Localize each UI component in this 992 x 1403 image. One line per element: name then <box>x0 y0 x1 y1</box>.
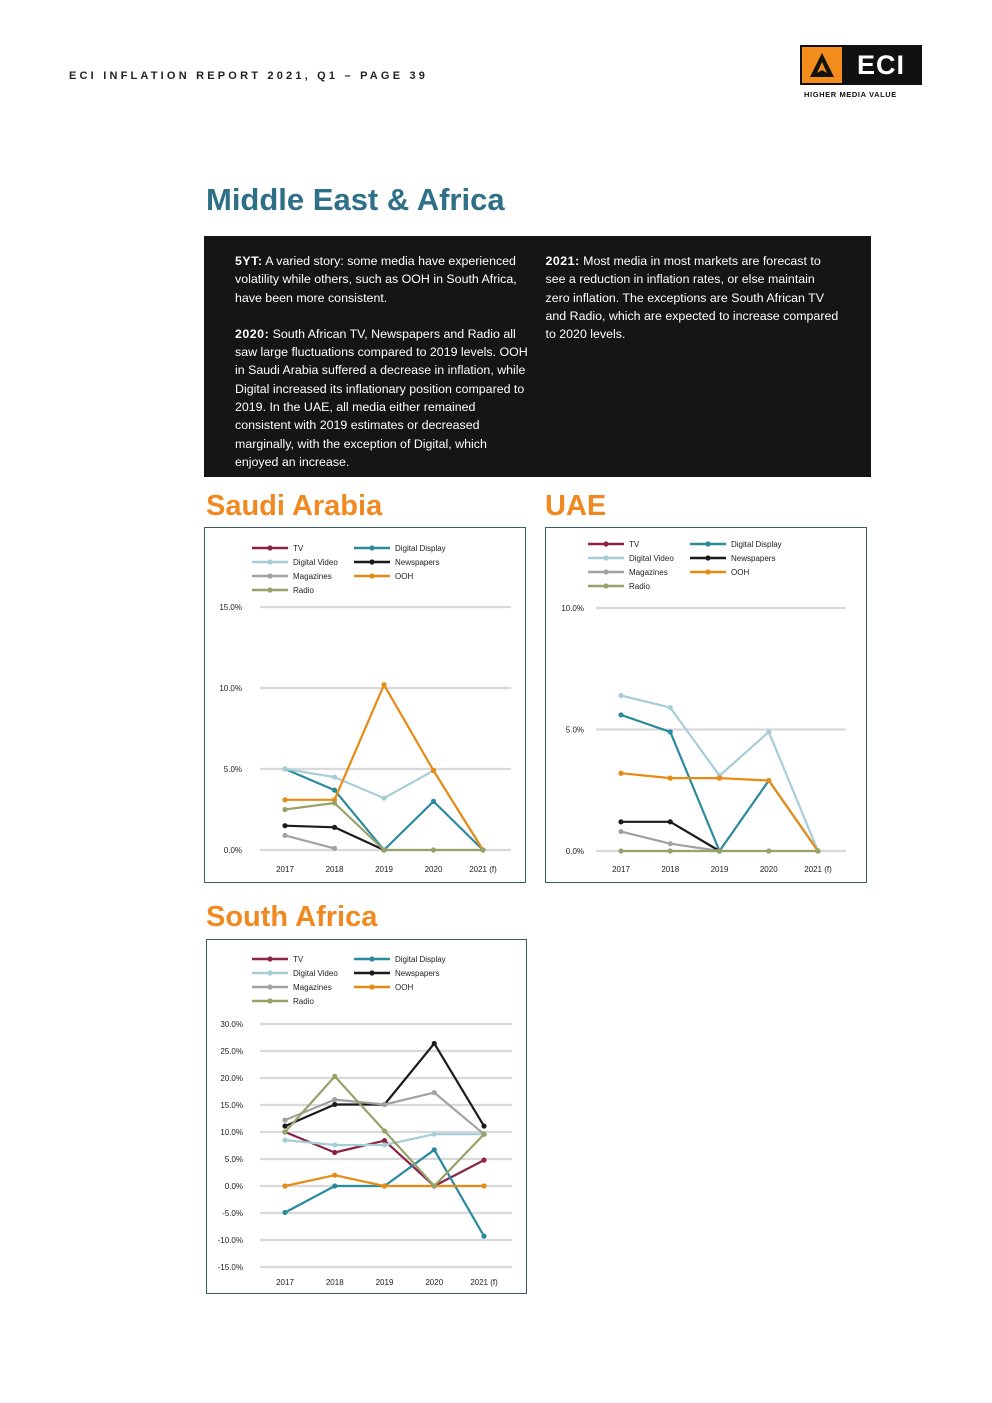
data-point-newspapers <box>332 1102 337 1107</box>
x-tick-label: 2020 <box>424 865 443 874</box>
data-point-digital-video <box>332 775 337 780</box>
data-point-magazines <box>282 833 287 838</box>
data-point-newspapers <box>332 825 337 830</box>
data-point-magazines <box>332 1097 337 1102</box>
series-digital-video <box>282 766 485 852</box>
legend-item-digital-display <box>690 540 782 549</box>
data-point-ooh <box>618 771 623 776</box>
data-point-digital-display <box>431 799 436 804</box>
report-header: ECI INFLATION REPORT 2021, Q1 – PAGE 39 <box>69 70 429 82</box>
legend-marker-digital-video <box>267 970 272 975</box>
summary-column-right <box>546 252 842 477</box>
x-tick-label: 2020 <box>425 1278 444 1287</box>
summary-text-5yt: A varied story: some media have experienced volatility while others, such as OOH in South Africa, have been more consistent. <box>235 254 517 305</box>
section-title-saudi: Saudi Arabia <box>206 490 383 522</box>
data-point-radio <box>481 1132 486 1137</box>
legend-label-magazines: Magazines <box>629 568 668 577</box>
data-point-ooh <box>431 768 436 773</box>
legend-label-ooh: OOH <box>731 568 750 577</box>
x-tick-label: 2017 <box>276 865 294 874</box>
data-point-radio <box>381 847 386 852</box>
data-point-radio <box>668 848 673 853</box>
data-point-newspapers <box>432 1041 437 1046</box>
legend-marker-digital-video <box>267 559 272 564</box>
legend-label-tv: TV <box>293 544 304 553</box>
legend-marker-digital-display <box>705 541 710 546</box>
series-line-digital-display <box>285 1150 484 1236</box>
y-tick-label: 5.0% <box>565 725 584 735</box>
legend-item-magazines <box>252 983 332 992</box>
legend-item-ooh <box>690 568 749 577</box>
y-tick-label: 25.0% <box>220 1047 243 1056</box>
data-point-digital-video <box>766 729 771 734</box>
data-point-radio <box>717 848 722 853</box>
data-point-magazines <box>618 829 623 834</box>
data-point-magazines <box>432 1090 437 1095</box>
legend-label-newspapers: Newspapers <box>395 558 440 567</box>
x-tick-label: 2019 <box>375 1278 394 1287</box>
legend-item-newspapers <box>354 969 439 978</box>
data-point-radio <box>618 848 623 853</box>
series-line-newspapers <box>285 1043 484 1126</box>
series-line-ooh <box>285 685 483 850</box>
chart-south-africa <box>206 939 527 1294</box>
x-tick-label: 2021 (f) <box>804 865 832 874</box>
legend-marker-magazines <box>267 573 272 578</box>
legend-marker-ooh <box>705 569 710 574</box>
summary-text-2020: South African TV, Newspapers and Radio all saw large fluctuations compared to 2019 levels. OOH in Saudi Arabia suffered a decrease in inflation, while Digital increased its inflationary position compared to 2019. In the UAE, all media either remained consistent with 2019 estimates or decreased marginally, with the exception of Digital, which enjoyed an increase. <box>235 326 528 469</box>
legend-marker-newspapers <box>369 970 374 975</box>
data-point-radio <box>432 1183 437 1188</box>
chart-uae <box>545 527 867 883</box>
legend-item-digital-video <box>252 969 338 978</box>
data-point-ooh <box>481 1183 486 1188</box>
x-tick-label: 2018 <box>325 1278 344 1287</box>
section-title-south-africa: South Africa <box>206 901 378 933</box>
chart-saudi-arabia <box>204 527 526 883</box>
data-point-radio <box>480 847 485 852</box>
y-tick-label: -10.0% <box>217 1236 243 1245</box>
chart-saudi-svg <box>205 528 525 882</box>
legend-marker-radio <box>603 583 608 588</box>
legend-marker-digital-video <box>603 555 608 560</box>
y-tick-label: -15.0% <box>217 1263 243 1272</box>
series-magazines <box>282 833 337 851</box>
data-point-radio <box>815 848 820 853</box>
x-tick-label: 2021 (f) <box>469 865 497 874</box>
summary-column-left <box>235 252 531 477</box>
legend-marker-newspapers <box>369 559 374 564</box>
legend-label-digital-video: Digital Video <box>629 554 674 563</box>
legend-item-digital-video <box>252 558 338 567</box>
x-tick-label: 2018 <box>325 865 344 874</box>
legend-label-digital-display: Digital Display <box>395 544 446 553</box>
legend-label-digital-display: Digital Display <box>395 955 446 964</box>
legend-item-digital-display <box>354 544 446 553</box>
data-point-radio <box>282 807 287 812</box>
y-tick-label: 0.0% <box>224 1182 243 1191</box>
legend-label-tv: TV <box>293 955 304 964</box>
data-point-ooh <box>766 778 771 783</box>
x-tick-label: 2019 <box>375 865 393 874</box>
x-tick-label: 2017 <box>612 865 630 874</box>
data-point-digital-video <box>382 1142 387 1147</box>
data-point-ooh <box>381 682 386 687</box>
legend-marker-tv <box>603 541 608 546</box>
legend-marker-tv <box>267 956 272 961</box>
data-point-ooh <box>717 776 722 781</box>
data-point-ooh <box>282 1183 287 1188</box>
legend-item-newspapers <box>690 554 775 563</box>
legend-marker-newspapers <box>705 555 710 560</box>
data-point-digital-video <box>332 1142 337 1147</box>
data-point-digital-display <box>282 1210 287 1215</box>
data-point-digital-video <box>618 693 623 698</box>
chart-south-africa-svg <box>207 940 526 1293</box>
legend-item-radio <box>252 586 314 595</box>
page-title: Middle East & Africa <box>206 182 505 217</box>
y-tick-label: 10.0% <box>219 684 242 693</box>
legend-item-tv <box>252 955 304 964</box>
chart-uae-svg <box>546 528 866 882</box>
legend-marker-radio <box>267 587 272 592</box>
data-point-digital-display <box>332 1183 337 1188</box>
summary-paragraph-2020 <box>235 325 531 471</box>
y-tick-label: 5.0% <box>224 1155 243 1164</box>
legend-item-ooh <box>354 983 413 992</box>
summary-label-5yt: 5YT: <box>235 254 263 268</box>
summary-box <box>204 236 871 477</box>
legend-marker-tv <box>267 545 272 550</box>
data-point-ooh <box>332 1173 337 1178</box>
data-point-digital-display <box>618 712 623 717</box>
legend-marker-ooh <box>369 984 374 989</box>
legend-item-magazines <box>588 568 668 577</box>
data-point-digital-video <box>432 1132 437 1137</box>
y-tick-label: 0.0% <box>223 846 242 855</box>
legend-label-radio: Radio <box>293 997 314 1006</box>
x-tick-label: 2021 (f) <box>470 1278 498 1287</box>
data-point-radio <box>766 848 771 853</box>
series-line-digital-display <box>621 715 818 851</box>
y-tick-label: 10.0% <box>561 604 584 613</box>
data-point-digital-video <box>282 766 287 771</box>
legend-item-ooh <box>354 572 413 581</box>
legend-label-digital-video: Digital Video <box>293 969 338 978</box>
legend-item-tv <box>252 544 304 553</box>
legend-marker-digital-display <box>369 545 374 550</box>
data-point-newspapers <box>282 823 287 828</box>
legend-item-digital-video <box>588 554 674 563</box>
y-tick-label: 30.0% <box>220 1020 243 1029</box>
data-point-ooh <box>382 1183 387 1188</box>
y-tick-label: 15.0% <box>219 603 242 612</box>
legend-label-ooh: OOH <box>395 983 414 992</box>
data-point-radio <box>382 1128 387 1133</box>
x-tick-label: 2020 <box>759 865 778 874</box>
x-tick-label: 2017 <box>276 1278 294 1287</box>
legend-marker-digital-display <box>369 956 374 961</box>
series-line-newspapers <box>621 822 720 851</box>
data-point-digital-video <box>668 705 673 710</box>
data-point-radio <box>332 1074 337 1079</box>
data-point-radio <box>332 800 337 805</box>
legend-marker-magazines <box>267 984 272 989</box>
y-tick-label: 0.0% <box>565 847 584 856</box>
legend-marker-ooh <box>369 573 374 578</box>
data-point-digital-display <box>668 729 673 734</box>
legend-label-ooh: OOH <box>395 572 414 581</box>
data-point-ooh <box>282 797 287 802</box>
data-point-radio <box>431 847 436 852</box>
data-point-newspapers <box>282 1123 287 1128</box>
x-tick-label: 2019 <box>710 865 729 874</box>
legend-label-digital-display: Digital Display <box>731 540 782 549</box>
data-point-newspapers <box>481 1123 486 1128</box>
y-tick-label: 20.0% <box>220 1074 243 1083</box>
data-point-magazines <box>282 1118 287 1123</box>
logo-name: ECI <box>842 47 920 83</box>
data-point-magazines <box>668 841 673 846</box>
legend-label-tv: TV <box>629 540 640 549</box>
series-line-magazines <box>285 835 335 848</box>
series-digital-video <box>618 693 820 854</box>
data-point-digital-display <box>481 1234 486 1239</box>
y-tick-label: 10.0% <box>220 1128 243 1137</box>
data-point-tv <box>481 1157 486 1162</box>
data-point-newspapers <box>668 819 673 824</box>
data-point-newspapers <box>618 819 623 824</box>
series-digital-display <box>282 766 485 852</box>
legend-label-newspapers: Newspapers <box>395 969 440 978</box>
series-digital-display <box>282 1147 486 1239</box>
summary-label-2020: 2020: <box>235 326 270 341</box>
y-tick-label: -5.0% <box>222 1209 243 1218</box>
y-tick-label: 5.0% <box>223 765 242 774</box>
y-tick-label: 15.0% <box>220 1101 243 1110</box>
data-point-digital-video <box>282 1138 287 1143</box>
legend-label-magazines: Magazines <box>293 983 332 992</box>
series-newspapers <box>282 1041 486 1129</box>
logo-box <box>800 45 922 85</box>
legend-label-radio: Radio <box>629 582 650 591</box>
data-point-digital-display <box>332 787 337 792</box>
data-point-radio <box>282 1129 287 1134</box>
legend-label-magazines: Magazines <box>293 572 332 581</box>
legend-item-newspapers <box>354 558 439 567</box>
x-tick-label: 2018 <box>661 865 680 874</box>
logo-tagline: HIGHER MEDIA VALUE <box>804 90 897 99</box>
logo-mark-icon <box>802 47 842 83</box>
legend-label-radio: Radio <box>293 586 314 595</box>
legend-item-magazines <box>252 572 332 581</box>
summary-label-2021: 2021: <box>545 254 580 268</box>
section-title-uae: UAE <box>545 490 607 522</box>
data-point-digital-display <box>432 1147 437 1152</box>
data-point-magazines <box>382 1102 387 1107</box>
legend-label-digital-video: Digital Video <box>293 558 338 567</box>
series-radio <box>618 848 820 853</box>
legend-item-tv <box>588 540 640 549</box>
legend-item-digital-display <box>354 955 446 964</box>
legend-item-radio <box>252 997 314 1006</box>
legend-marker-radio <box>267 998 272 1003</box>
data-point-magazines <box>332 846 337 851</box>
data-point-tv <box>332 1150 337 1155</box>
summary-paragraph-5yt <box>235 252 531 307</box>
data-point-digital-video <box>381 796 386 801</box>
series-line-digital-display <box>285 769 483 850</box>
summary-paragraph-2021 <box>546 252 842 343</box>
legend-item-radio <box>588 582 650 591</box>
eci-logo <box>800 45 922 101</box>
summary-text-2021: Most media in most markets are forecast to see a reduction in inflation rates, or else maintain zero inflation. The exceptions are South African TV and Radio, which are expected to increase compared to 2020 levels. <box>545 254 839 342</box>
legend-marker-magazines <box>603 569 608 574</box>
data-point-ooh <box>668 776 673 781</box>
legend-label-newspapers: Newspapers <box>731 554 776 563</box>
